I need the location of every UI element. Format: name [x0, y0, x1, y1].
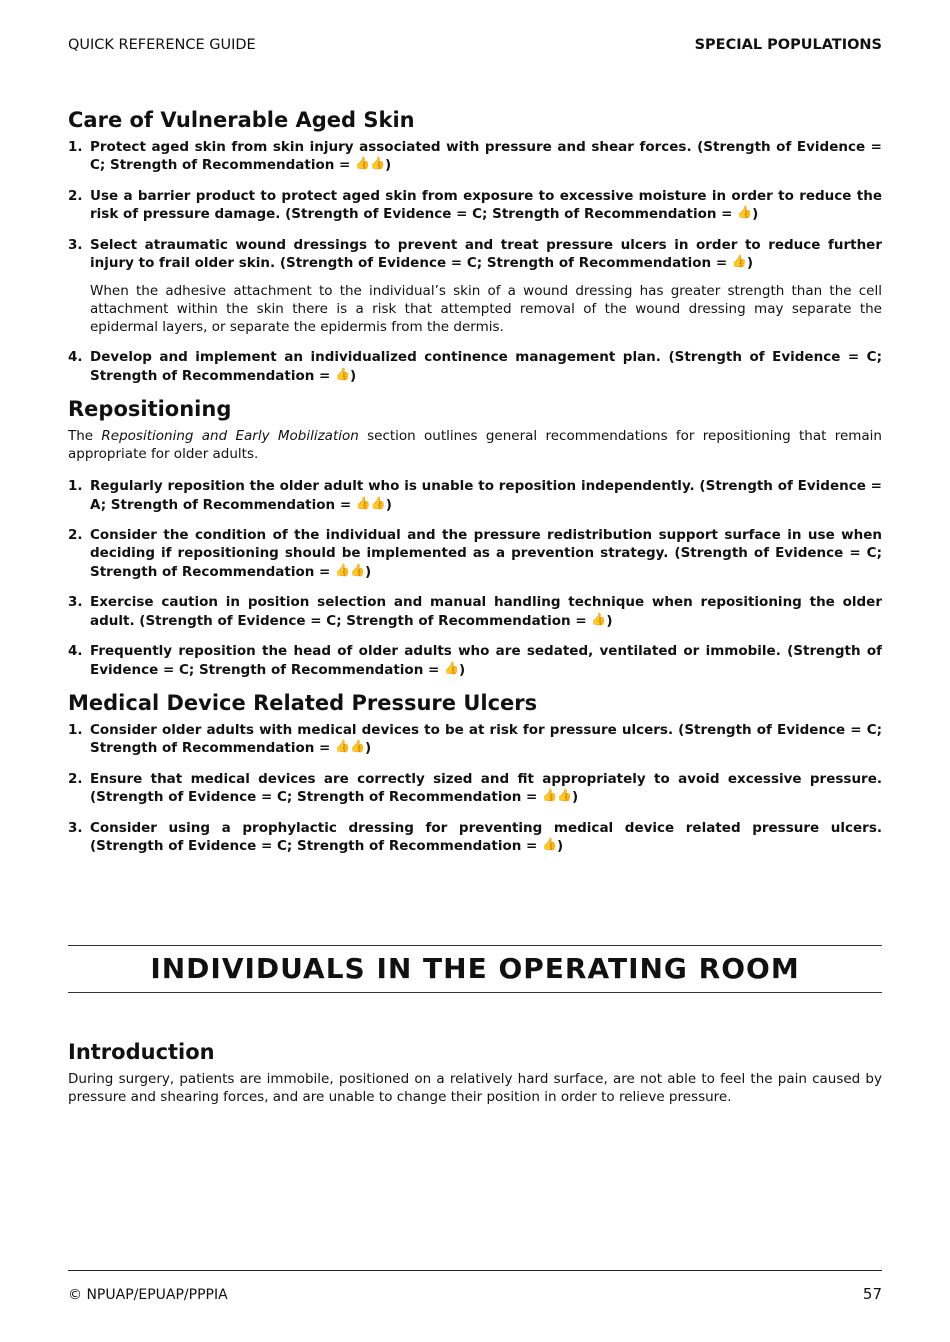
page-number: 57	[862, 1285, 882, 1303]
recommendation-item	[68, 819, 882, 856]
section-intro	[68, 427, 882, 463]
item-close: )	[350, 367, 357, 384]
recommendation-list	[68, 721, 882, 855]
thumbs-up-icon: 👍	[542, 836, 558, 851]
item-text: Select atraumatic wound dressings to prevent and treat pressure ulcers in order to reduce further injury to frail older skin. (Strength of Evidence = C; Strength of Recommendation =	[90, 236, 882, 272]
section-repositioning	[68, 397, 882, 679]
recommendation-item	[68, 721, 882, 758]
intro-text: The	[68, 428, 102, 445]
thumbs-up-icon: 👍	[731, 254, 747, 269]
item-text: Consider the condition of the individual and the pressure redistribution support surface in use when deciding if repositioning should be implemented as a prevention strategy. (Strength of Evidence = C; Strength of Recommendation =	[90, 527, 882, 580]
main-content	[68, 108, 882, 867]
item-number: 2.	[68, 527, 83, 544]
item-number: 3.	[68, 594, 83, 611]
section-title: Medical Device Related Pressure Ulcers	[68, 690, 538, 715]
item-close: )	[364, 740, 372, 757]
item-close: )	[571, 789, 579, 806]
item-number: 1.	[68, 478, 83, 495]
recommendation-list	[68, 138, 882, 272]
section-introduction	[68, 1040, 882, 1106]
item-number: 3.	[68, 236, 83, 253]
item-close: )	[364, 563, 372, 580]
recommendation-list	[68, 477, 882, 679]
header-section-title: SPECIAL POPULATIONS	[694, 37, 882, 53]
copyright: © NPUAP/EPUAP/PPPIA	[68, 1287, 228, 1303]
recommendation-item	[68, 138, 882, 175]
section-title: Care of Vulnerable Aged Skin	[68, 108, 415, 132]
section-medical-device	[68, 691, 882, 855]
thumbs-up-icon: 👍	[444, 660, 459, 675]
footer-divider	[68, 1270, 882, 1271]
thumbs-up-icon: 👍👍	[355, 156, 385, 171]
section-title: Introduction	[68, 1040, 215, 1064]
page	[68, 0, 882, 1342]
thumbs-up-icon: 👍	[591, 611, 607, 626]
item-number: 4.	[68, 349, 83, 366]
chapter-banner	[68, 945, 882, 993]
intro-text: section outlines general recommendations for repositioning that remain appropriate for older adults.	[68, 428, 882, 463]
item-close: )	[557, 837, 564, 854]
item-text: Develop and implement an individualized continence management plan. (Strength of Evidence = C; Strength of Recommendation =	[90, 349, 882, 384]
item-close: )	[384, 157, 392, 174]
item-text: Exercise caution in position selection and manual handling technique when repositioning the older adult. (Strength of Evidence = C; Strength of Recommendation =	[90, 594, 882, 629]
item-number: 2.	[68, 187, 83, 204]
thumbs-up-icon: 👍	[335, 366, 351, 381]
thumbs-up-icon: 👍👍	[335, 739, 365, 754]
recommendation-item	[68, 526, 882, 581]
item-text: Regularly reposition the older adult who is unable to reposition independently. (Strength of Evidence = A; Strength of Recommendation =	[90, 478, 882, 513]
recommendation-item	[68, 477, 882, 514]
recommendation-item	[68, 348, 882, 385]
thumbs-up-icon: 👍👍	[355, 495, 386, 510]
item-text: Frequently reposition the head of older adults who are sedated, ventilated or immobile. (Strength of Evidence = C; Strength of Recommendation =	[90, 643, 882, 678]
recommendation-item	[68, 236, 882, 273]
thumbs-up-icon: 👍	[737, 205, 753, 220]
thumbs-up-icon: 👍👍	[335, 562, 365, 577]
item-number: 3.	[68, 819, 83, 836]
introduction-text: During surgery, patients are immobile, positioned on a relatively hard surface, are not able to feel the pain caused by pressure and shearing forces, and are unable to change their position in order to relieve pressure.	[68, 1071, 882, 1105]
intro-reference: Repositioning and Early Mobilization	[101, 428, 359, 445]
item-text: Protect aged skin from skin injury associated with pressure and shear forces. (Strength of Evidence = C; Strength of Recommendation =	[90, 139, 882, 174]
item-number: 2.	[68, 770, 83, 787]
item-number: 1.	[68, 139, 83, 155]
header-guide-title: QUICK REFERENCE GUIDE	[68, 37, 256, 53]
item-close: )	[458, 661, 466, 678]
item-number: 1.	[68, 721, 83, 738]
section-title: Repositioning	[68, 397, 232, 422]
recommendation-list	[68, 348, 882, 385]
dressing-note: When the adhesive attachment to the individual’s skin of a wound dressing has greater strength than the cell attachment within the skin there is a risk that attempted removal of the wound dressing may separate the epidermal layers, or separate the epidermis from the dermis.	[90, 283, 882, 336]
item-text: Consider older adults with medical devices to be at risk for pressure ulcers. (Strength of Evidence = C; Strength of Recommendation =	[90, 721, 882, 757]
item-number: 4.	[68, 643, 83, 660]
item-text: Consider using a prophylactic dressing for preventing medical device related pressure ulcers. (Strength of Evidence = C; Strength of Recommendation =	[90, 819, 882, 854]
recommendation-item	[68, 593, 882, 630]
recommendation-item	[68, 770, 882, 807]
recommendation-item	[68, 187, 882, 224]
item-close: )	[606, 612, 613, 629]
section-aged-skin	[68, 108, 882, 385]
recommendation-item	[68, 642, 882, 679]
item-close: )	[752, 206, 759, 223]
item-close: )	[385, 496, 392, 513]
item-text: Use a barrier product to protect aged skin from exposure to excessive moisture in order to reduce the risk of pressure damage. (Strength of Evidence = C; Strength of Recommendation =	[90, 187, 882, 223]
item-close: )	[746, 255, 754, 272]
item-text: Ensure that medical devices are correctly sized and fit appropriately to avoid excessive pressure. (Strength of Evidence = C; Strength of Recommendation =	[90, 770, 882, 806]
thumbs-up-icon: 👍👍	[542, 788, 572, 803]
chapter-title: INDIVIDUALS IN THE OPERATING ROOM	[150, 952, 800, 985]
